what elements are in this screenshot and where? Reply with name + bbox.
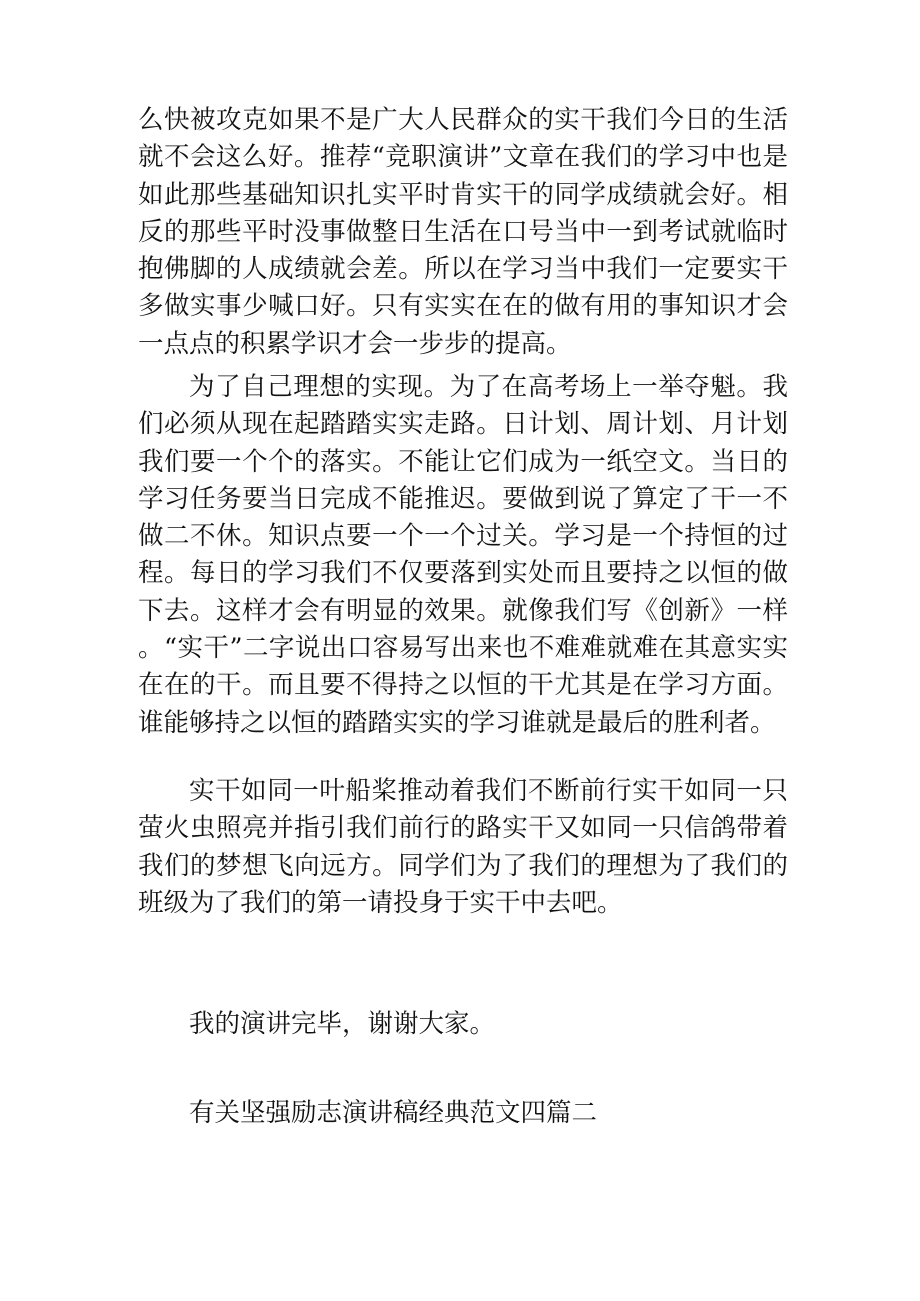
paragraph-hard-work-metaphor: 实干如同一叶船桨推动着我们不断前行实干如同一只萤火虫照亮并指引我们前行的路实干又如同一只信鸽带着我们的梦想飞向远方。同学们为了我们的理想为了我们的班级为了我们的第一请投身于实干中去吧。 [138, 776, 788, 918]
paragraph-ideal-goals: 为了自己理想的实现。为了在高考场上一举夺魁。我们必须从现在起踏踏实实走路。日计划、周计划、月计划我们要一个个的落实。不能让它们成为一纸空文。当日的学习任务要当日完成不能推迟。要做到说了算定了干一不做二不休。知识点要一个一个过关。学习是一个持恒的过程。每日的学习我们不仅要落到实处而且要持之以恒的做下去。这样才会有明显的效果。就像我们写《创新》一样。“实干”二字说出口容易写出来也不难难就难在其意实实在在的干。而且要不得持之以恒的干尤其是在学习方面。谁能够持之以恒的踏踏实实的学习谁就是最后的胜利者。 [138, 372, 788, 738]
paragraph-closing-thanks: 我的演讲完毕，谢谢大家。 [189, 1009, 496, 1039]
section-heading: 有关坚强励志演讲稿经典范文四篇二 [189, 1098, 598, 1128]
paragraph-continuation: 么快被攻克如果不是广大人民群众的实干我们今日的生活就不会这么好。推荐“竞职演讲”文章在我们的学习中也是如此那些基础知识扎实平时肯实干的同学成绩就会好。相反的那些平时没事做整日生活在口号当中一到考试就临时抱佛脚的人成绩就会差。所以在学习当中我们一定要实干多做实事少喊口好。只有实实在在的做有用的事知识才会一点点的积累学识才会一步步的提高。 [138, 105, 788, 359]
